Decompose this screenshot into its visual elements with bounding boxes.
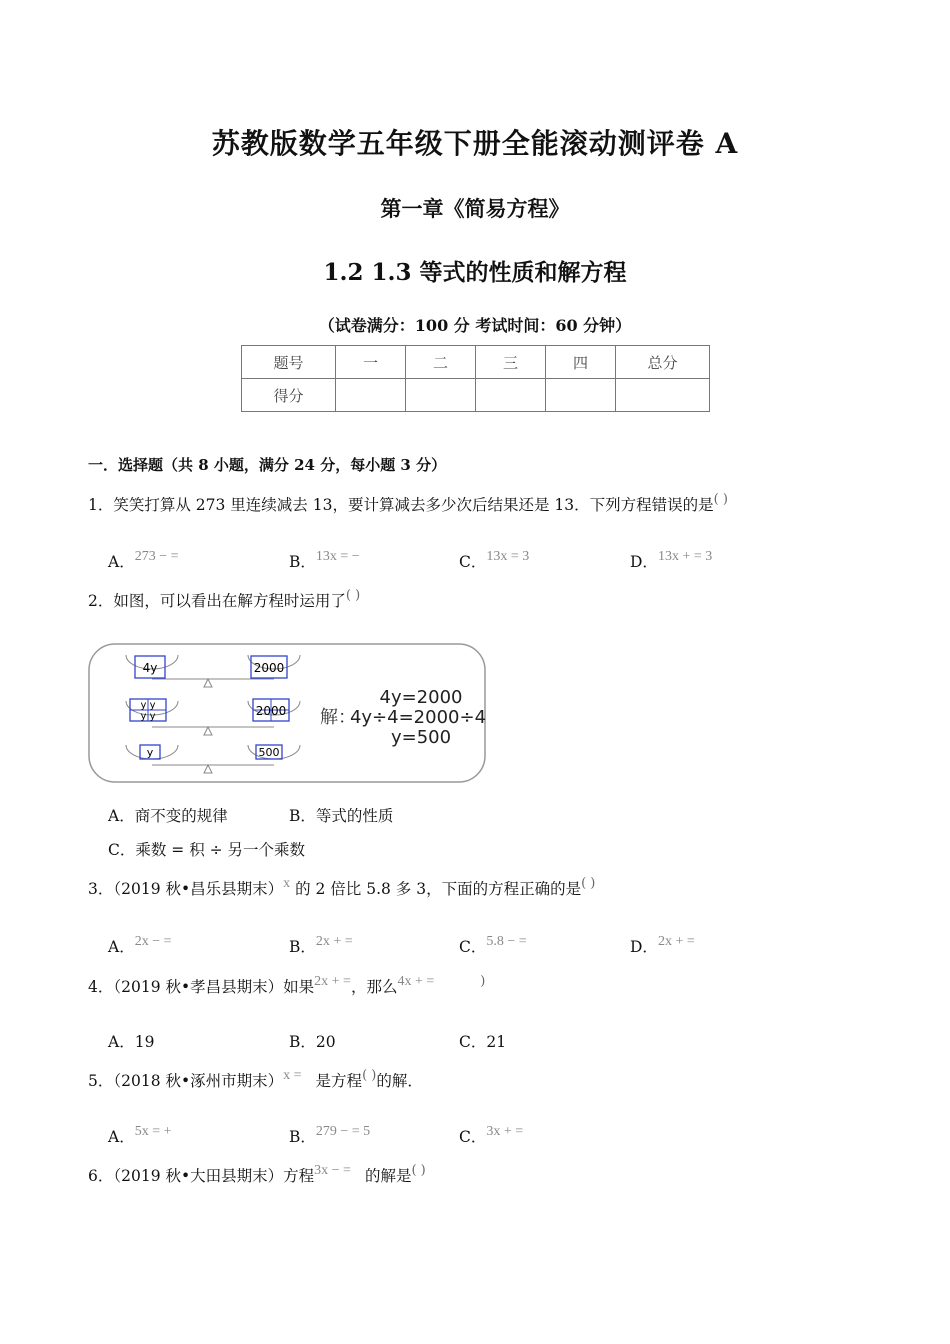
option-math: 5x = + bbox=[134, 1124, 172, 1139]
option-text: 20 bbox=[315, 1033, 336, 1051]
q2-option-b[interactable] bbox=[289, 804, 393, 826]
question-2-text: 2．如图，可以看出在解方程时运用了 bbox=[88, 592, 346, 610]
option-text: 19 bbox=[134, 1033, 155, 1051]
score-header-cell: 总分 bbox=[616, 346, 710, 379]
score-cell[interactable] bbox=[546, 379, 616, 412]
question-4-text-b: ，那么 bbox=[350, 978, 398, 996]
score-cell[interactable] bbox=[336, 379, 406, 412]
score-header-cell: 题号 bbox=[242, 346, 336, 379]
solution-line-2: 4y÷4=2000÷4 bbox=[349, 707, 486, 728]
score-header-cell: 三 bbox=[476, 346, 546, 379]
option-label: A． bbox=[108, 807, 135, 825]
q4-option-a[interactable] bbox=[108, 1030, 154, 1052]
variable-x: x bbox=[283, 876, 291, 891]
answer-paren: ) bbox=[480, 974, 486, 989]
option-text: 21 bbox=[486, 1033, 507, 1051]
question-5-math: x = bbox=[283, 1068, 302, 1083]
section-title: 1.2 1.3 等式的性质和解方程 bbox=[323, 259, 627, 286]
option-label: B． bbox=[289, 553, 316, 571]
answer-paren: ( ) bbox=[411, 1163, 426, 1178]
q5-option-c[interactable] bbox=[459, 1125, 523, 1147]
option-text: 等式的性质 bbox=[315, 807, 394, 825]
score-header-cell: 四 bbox=[546, 346, 616, 379]
q4-option-b[interactable] bbox=[289, 1030, 336, 1052]
score-row-label: 得分 bbox=[242, 379, 336, 412]
q5-option-a[interactable] bbox=[108, 1125, 172, 1147]
balance-row-3 bbox=[126, 745, 300, 773]
option-math: 2x − = bbox=[134, 934, 172, 949]
option-text: 乘数 = 积 ÷ 另一个乘数 bbox=[135, 841, 306, 859]
option-math: 13x = − bbox=[315, 549, 360, 564]
question-3-text: 的 2 倍比 5.8 多 3，下面的方程正确的是 bbox=[290, 880, 582, 898]
q1-option-a[interactable] bbox=[108, 550, 179, 572]
option-label: D． bbox=[630, 938, 658, 956]
balance-scale-figure bbox=[88, 643, 486, 783]
option-label: D． bbox=[630, 553, 658, 571]
solution-line-1: 4y=2000 bbox=[379, 687, 463, 708]
q2-option-a[interactable] bbox=[108, 804, 228, 826]
option-math: 2x + = bbox=[315, 934, 353, 949]
option-label: A． bbox=[108, 938, 135, 956]
question-6-math: 3x − = bbox=[314, 1163, 351, 1178]
left-box-label: 4y bbox=[142, 661, 158, 675]
score-table-header-row bbox=[242, 346, 710, 379]
q3-option-a[interactable] bbox=[108, 935, 172, 957]
answer-paren: ( ) bbox=[581, 876, 596, 891]
option-label: B． bbox=[289, 938, 316, 956]
answer-paren: ( ) bbox=[362, 1068, 377, 1083]
option-label: B． bbox=[289, 807, 316, 825]
option-math: 13x = 3 bbox=[486, 549, 530, 564]
option-math: 2x + = bbox=[657, 934, 695, 949]
q2-option-c[interactable] bbox=[108, 838, 305, 860]
balance-row-1 bbox=[126, 655, 300, 687]
right-box-label: 2000 bbox=[253, 661, 285, 675]
question-4-text: 4．（2019 秋•孝昌县期末）如果 bbox=[88, 978, 315, 996]
right-box-label: 2000 bbox=[255, 704, 287, 718]
balance-row-2 bbox=[126, 699, 300, 735]
chapter-title: 第一章《简易方程》 bbox=[380, 196, 570, 221]
q1-option-b[interactable] bbox=[289, 550, 360, 572]
question-3 bbox=[88, 877, 595, 899]
option-label: C． bbox=[459, 553, 487, 571]
question-2 bbox=[88, 589, 360, 611]
question-3-source: 3．（2019 秋•昌乐县期末） bbox=[88, 880, 284, 898]
solution-line-3: y=500 bbox=[390, 727, 452, 748]
option-label: C． bbox=[459, 938, 487, 956]
option-math: 13x + = 3 bbox=[657, 549, 713, 564]
score-header-cell: 一 bbox=[336, 346, 406, 379]
score-cell[interactable] bbox=[616, 379, 710, 412]
q3-option-c[interactable] bbox=[459, 935, 527, 957]
q5-option-b[interactable] bbox=[289, 1125, 370, 1147]
option-label: B． bbox=[289, 1128, 316, 1146]
option-math: 279 − = 5 bbox=[315, 1124, 371, 1139]
question-5-source: 5．（2018 秋•涿州市期末） bbox=[88, 1072, 284, 1090]
left-box-label: y y bbox=[140, 711, 156, 722]
left-box-label: y y bbox=[140, 700, 156, 711]
left-box-label: y bbox=[146, 746, 154, 759]
question-5-text: 是方程 bbox=[315, 1072, 363, 1090]
solve-label: 解： bbox=[320, 707, 356, 728]
question-4-math-b: 4x + = bbox=[397, 974, 435, 989]
answer-paren: ( ) bbox=[345, 588, 361, 603]
q1-option-c[interactable] bbox=[459, 550, 529, 572]
q1-option-d[interactable] bbox=[630, 550, 712, 572]
question-6-text: 6．（2019 秋•大田县期末）方程 bbox=[88, 1167, 315, 1185]
option-label: C． bbox=[459, 1128, 487, 1146]
question-5 bbox=[88, 1069, 423, 1091]
option-label: A． bbox=[108, 1128, 135, 1146]
option-label: B． bbox=[289, 1033, 316, 1051]
score-table bbox=[241, 345, 710, 412]
score-cell[interactable] bbox=[406, 379, 476, 412]
score-table-row bbox=[242, 379, 710, 412]
q3-option-d[interactable] bbox=[630, 935, 695, 957]
exam-info: （试卷满分：100 分 考试时间：60 分钟） bbox=[318, 316, 632, 335]
option-label: C． bbox=[459, 1033, 487, 1051]
answer-paren: ( ) bbox=[713, 492, 728, 507]
question-6-text-b: 的解是 bbox=[364, 1167, 412, 1185]
right-box-label: 500 bbox=[258, 746, 280, 759]
question-4 bbox=[88, 975, 485, 997]
option-math: 273 − = bbox=[134, 549, 179, 564]
option-math: 3x + = bbox=[486, 1124, 524, 1139]
option-math: 5.8 − = bbox=[486, 934, 527, 949]
section-heading: 一．选择题（共 8 小题，满分 24 分，每小题 3 分） bbox=[88, 456, 447, 474]
question-4-math: 2x + = bbox=[314, 974, 351, 989]
q4-option-c[interactable] bbox=[459, 1030, 506, 1052]
option-label: A． bbox=[108, 553, 135, 571]
q3-option-b[interactable] bbox=[289, 935, 353, 957]
score-cell[interactable] bbox=[476, 379, 546, 412]
score-header-cell: 二 bbox=[406, 346, 476, 379]
option-label: C． bbox=[108, 841, 136, 859]
question-1 bbox=[88, 493, 728, 515]
option-text: 商不变的规律 bbox=[134, 807, 228, 825]
main-title: 苏教版数学五年级下册全能滚动测评卷 A bbox=[211, 127, 739, 160]
question-1-text: 1．笑笑打算从 273 里连续减去 13，要计算减去多少次后结果还是 13．下列方程错误的是 bbox=[88, 496, 714, 514]
option-label: A． bbox=[108, 1033, 135, 1051]
question-6 bbox=[88, 1164, 426, 1186]
question-5-text-c: 的解． bbox=[376, 1072, 423, 1090]
